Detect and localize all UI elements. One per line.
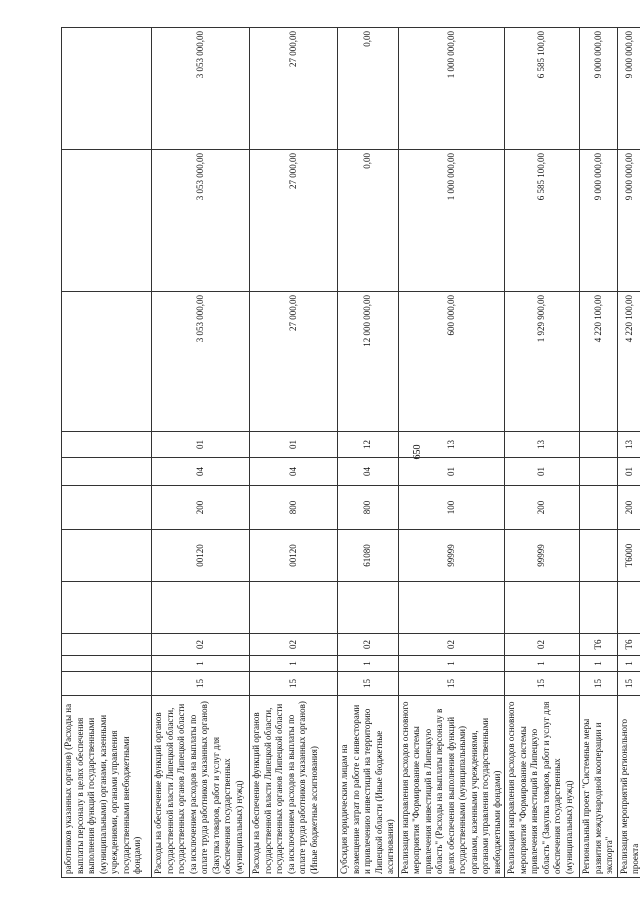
code-cell-2: 1 [398,656,505,672]
code-cell-4 [505,582,580,634]
code-cell-6: 800 [338,486,399,530]
amount-cell-3: 27 000,00 [250,28,338,150]
code-cell-7 [580,458,618,486]
amount-cell-1: 27 000,00 [250,292,338,432]
row-name-cell: Реализация направления расходов основного мероприятия "Формирование системы привлечения инвестиций в Липецкую область" (Закупка товаров, работ и услуг для обеспечения государственных (муниципальных) нужд) [505,696,580,878]
amount-cell-2 [62,150,152,292]
code-cell-3: 02 [338,634,399,656]
code-cell-8: 01 [152,432,250,458]
table-row [617,28,640,878]
code-cell-2: 1 [152,656,250,672]
code-cell-6: 800 [250,486,338,530]
code-cell-3: 02 [152,634,250,656]
row-name-cell: Расходы на обеспечение функций органов государственной власти Липецкой области, государственных органов Липецкой области (за исключением расходов на выплаты по оплате труда работников указанных органов) (Закупка товаров, работ и услуг для обеспечения государственных (муниципальных) нужд) [152,696,250,878]
amount-cell-1: 4 220 100,00 [580,292,618,432]
amount-cell-3: 6 585 100,00 [505,28,580,150]
amount-cell-1: 3 053 000,00 [152,292,250,432]
amount-cell-2: 0,00 [338,150,399,292]
code-cell-4 [62,582,152,634]
code-cell-7: 01 [505,458,580,486]
code-cell-6: 100 [398,486,505,530]
code-cell-1: 15 [250,672,338,696]
table-body [62,28,640,878]
amount-cell-2: 9 000 000,00 [580,150,618,292]
code-cell-1: 15 [398,672,505,696]
code-cell-1: 15 [505,672,580,696]
amount-cell-2: 27 000,00 [250,150,338,292]
code-cell-3: T6 [617,634,640,656]
amount-cell-2: 1 000 000,00 [398,150,505,292]
code-cell-8: 01 [250,432,338,458]
code-cell-2: 1 [250,656,338,672]
amount-cell-1: 12 000 000,00 [338,292,399,432]
code-cell-6: 200 [152,486,250,530]
code-cell-3: 02 [505,634,580,656]
code-cell-4 [617,582,640,634]
code-cell-8: 13 [617,432,640,458]
code-cell-2: 1 [580,656,618,672]
code-cell-4 [152,582,250,634]
amount-cell-1: 4 220 100,00 [617,292,640,432]
code-cell-4 [250,582,338,634]
code-cell-5: 99999 [505,530,580,582]
code-cell-5: 00120 [152,530,250,582]
amount-cell-1: 600 000,00 [398,292,505,432]
code-cell-1 [62,672,152,696]
code-cell-5: 00120 [250,530,338,582]
amount-cell-3 [62,28,152,150]
code-cell-3 [62,634,152,656]
code-cell-8: 13 [398,432,505,458]
code-cell-5 [580,530,618,582]
code-cell-8: 12 [338,432,399,458]
code-cell-5 [62,530,152,582]
code-cell-2: 1 [338,656,399,672]
code-cell-4 [338,582,399,634]
amount-cell-1: 1 929 900,00 [505,292,580,432]
code-cell-1: 15 [617,672,640,696]
table-row [580,28,618,878]
amount-cell-3: 9 000 000,00 [617,28,640,150]
code-cell-6 [62,486,152,530]
code-cell-5: 99999 [398,530,505,582]
page-number: 650 [412,444,423,460]
amount-cell-2: 6 585 100,00 [505,150,580,292]
table-row [250,28,338,878]
amount-cell-3: 3 053 000,00 [152,28,250,150]
row-name-cell: Расходы на обеспечение функций органов государственной власти Липецкой области, государственных органов Липецкой области (за исключением расходов на выплаты по оплате труда работников указанных органов) (Иные бюджетные ассигнования) [250,696,338,878]
code-cell-3: 02 [398,634,505,656]
code-cell-2: 1 [505,656,580,672]
code-cell-8: 13 [505,432,580,458]
row-name-cell: Региональный проект "Системные меры развития международной кооперации и экспорта" [580,696,618,878]
code-cell-8 [62,432,152,458]
code-cell-1: 15 [580,672,618,696]
row-name-cell: работников указанных органов) (Расходы на выплаты персоналу в целях обеспечения выполнения функций государственными (муниципальными) органами, казенными учреждениями, органами управления государственными внебюджетными фондами) [62,696,152,878]
code-cell-1: 15 [152,672,250,696]
table-row [338,28,399,878]
code-cell-8 [580,432,618,458]
code-cell-6: 200 [505,486,580,530]
code-cell-7: 04 [152,458,250,486]
row-name-cell: Реализация направления расходов основного мероприятия "Формирование системы привлечения инвестиций в Липецкую область" (Расходы на выплаты персоналу в целях обеспечения выполнения функций государственными (муниципальными) органами, казенными учреждениями, органами управления государственными внебюджетными фондами) [398,696,505,878]
code-cell-5: T6000 [617,530,640,582]
code-cell-7: 01 [617,458,640,486]
amount-cell-3: 0,00 [338,28,399,150]
table-row [152,28,250,878]
code-cell-4 [398,582,505,634]
amount-cell-2: 9 000 000,00 [617,150,640,292]
code-cell-2: 1 [617,656,640,672]
code-cell-3: 02 [250,634,338,656]
code-cell-6 [580,486,618,530]
code-cell-7: 04 [338,458,399,486]
code-cell-4 [580,582,618,634]
code-cell-3: T6 [580,634,618,656]
table-row [398,28,505,878]
table-row [505,28,580,878]
amount-cell-1 [62,292,152,432]
table-row [62,28,152,878]
code-cell-7: 04 [250,458,338,486]
code-cell-7 [62,458,152,486]
amount-cell-3: 1 000 000,00 [398,28,505,150]
amount-cell-3: 9 000 000,00 [580,28,618,150]
code-cell-5: 61080 [338,530,399,582]
amount-cell-2: 3 053 000,00 [152,150,250,292]
code-cell-2 [62,656,152,672]
budget-table [61,27,640,878]
row-name-cell: Реализация мероприятий регионального проекта [617,696,640,878]
row-name-cell: Субсидия юридическим лицам на возмещение затрат по работе с инвесторами и привлечению инвестиций на территорию Липецкой области (Иные бюджетные ассигнования) [338,696,399,878]
code-cell-6: 200 [617,486,640,530]
code-cell-7: 01 [398,458,505,486]
budget-table-wrapper [61,28,640,878]
code-cell-1: 15 [338,672,399,696]
